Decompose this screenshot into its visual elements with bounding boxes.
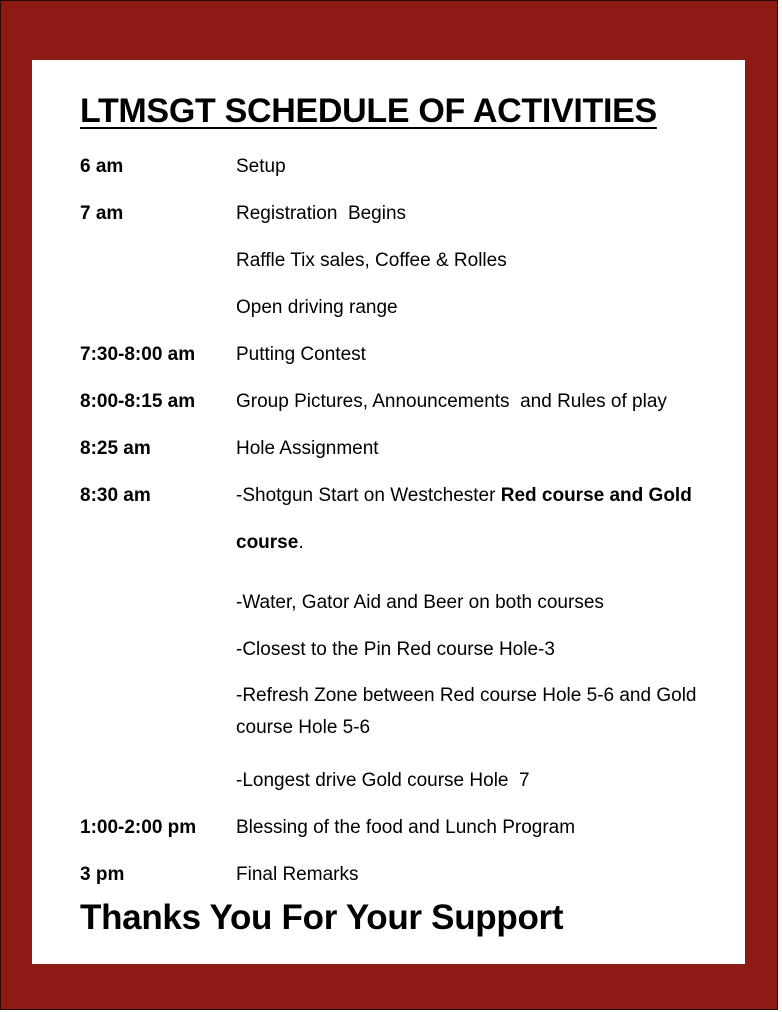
schedule-row	[80, 639, 740, 660]
activity-text-suffix: .	[298, 532, 304, 553]
schedule-time: 1:00-2:00 pm	[80, 817, 197, 838]
schedule-row	[80, 438, 740, 459]
schedule-activity: Open driving range	[236, 297, 398, 318]
schedule-activity: -Longest drive Gold course Hole 7	[236, 770, 530, 791]
schedule-row	[80, 864, 740, 885]
schedule-row	[80, 817, 740, 838]
schedule-activity: Raffle Tix sales, Coffee & Rolles	[236, 250, 507, 271]
schedule-row	[80, 391, 740, 412]
activity-bold-text: Red course and Gold course	[236, 485, 692, 553]
schedule-activity	[236, 472, 740, 566]
schedule-row	[80, 156, 740, 177]
schedule-row	[80, 592, 740, 613]
schedule-row	[80, 203, 740, 224]
schedule-activity: -Refresh Zone between Red course Hole 5-6 and Gold course Hole 5-6	[236, 685, 697, 738]
schedule-time: 7:30-8:00 am	[80, 344, 196, 365]
schedule-time: 8:00-8:15 am	[80, 391, 196, 412]
schedule-activity: Hole Assignment	[236, 438, 379, 459]
schedule-row	[80, 770, 740, 791]
thank-you-footer: Thanks You For Your Support	[80, 898, 564, 937]
schedule-activity: Final Remarks	[236, 864, 359, 885]
schedule-activity: -Water, Gator Aid and Beer on both courses	[236, 592, 604, 613]
schedule-time: 3 pm	[80, 864, 125, 885]
schedule-activity: Putting Contest	[236, 344, 366, 365]
schedule-time: 6 am	[80, 156, 124, 177]
schedule-activity: Setup	[236, 156, 286, 177]
schedule-time: 7 am	[80, 203, 124, 224]
schedule-time: 8:25 am	[80, 438, 151, 459]
schedule-activity: Registration Begins	[236, 203, 407, 224]
schedule-activity: Group Pictures, Announcements and Rules of play	[236, 391, 667, 412]
schedule-time: 8:30 am	[80, 485, 151, 506]
schedule-row	[80, 485, 740, 566]
schedule-row	[80, 686, 740, 744]
schedule-row	[80, 297, 740, 318]
activity-text: -Shotgun Start on Westchester	[236, 485, 501, 506]
schedule-sheet	[32, 60, 745, 964]
schedule-row	[80, 344, 740, 365]
schedule-activity: Blessing of the food and Lunch Program	[236, 817, 576, 838]
schedule-activity: -Closest to the Pin Red course Hole-3	[236, 639, 555, 660]
page-title: LTMSGT SCHEDULE OF ACTIVITIES	[80, 92, 657, 130]
schedule-list	[80, 156, 740, 911]
schedule-row	[80, 250, 740, 271]
